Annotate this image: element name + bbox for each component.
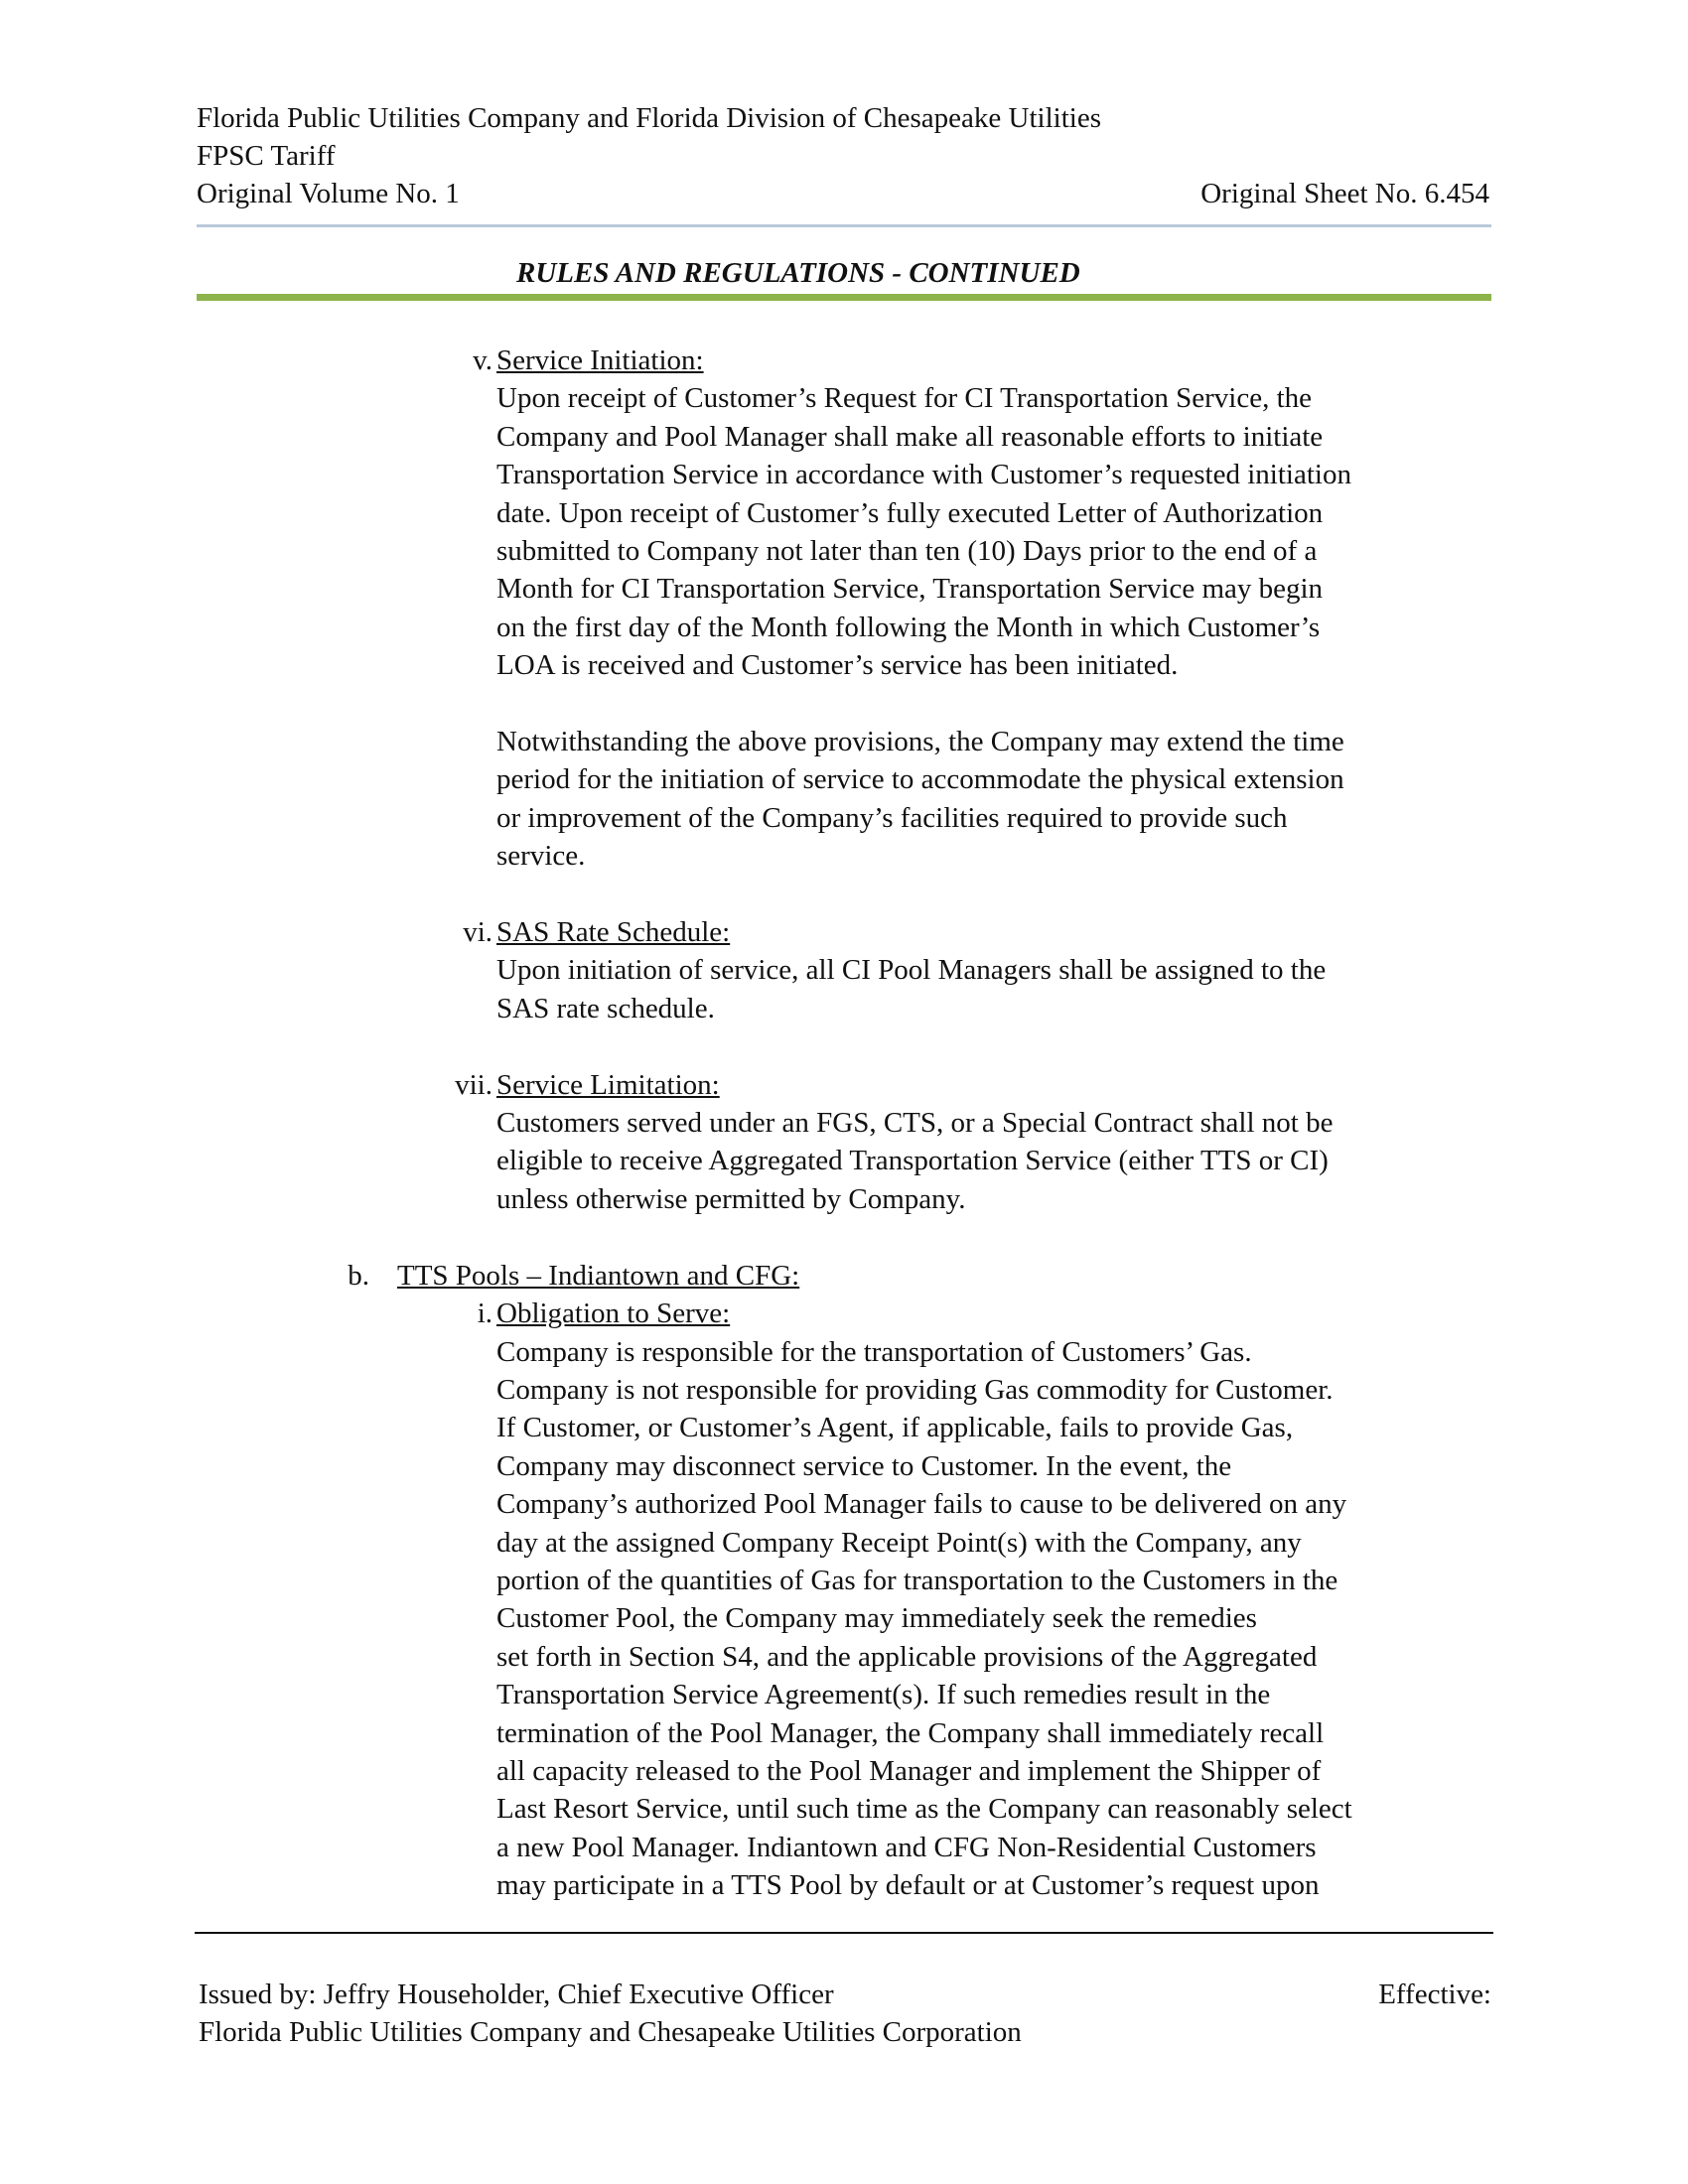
paragraph-gap xyxy=(0,1218,1688,1256)
header-sheet-number: Original Sheet No. 6.454 xyxy=(1200,178,1489,209)
item-marker: vi. xyxy=(463,916,492,949)
item-marker: vii. xyxy=(455,1068,492,1101)
item-content xyxy=(496,1295,1688,1905)
header-volume: Original Volume No. 1 xyxy=(197,178,460,209)
paragraph-gap xyxy=(0,876,1688,913)
item-heading: SAS Rate Schedule: xyxy=(496,916,731,949)
item-heading: Service Limitation: xyxy=(496,1068,720,1101)
item-heading: Service Initiation: xyxy=(496,344,704,376)
item-sas-rate-schedule xyxy=(0,913,1688,1027)
text-line: Upon initiation of service, all CI Pool Managers shall be assigned to the xyxy=(496,954,1327,987)
item-tts-pools xyxy=(0,1257,1688,1295)
text-line: day at the assigned Company Receipt Point(s) with the Company, any xyxy=(496,1526,1302,1559)
text-line: or improvement of the Company’s facilities required to provide such xyxy=(496,801,1288,834)
header-tariff: FPSC Tariff xyxy=(197,140,336,172)
text-line: on the first day of the Month following the Month in which Customer’s xyxy=(496,611,1321,643)
page-footer xyxy=(199,1976,1491,2051)
text-line: LOA is received and Customer’s service has been initiated. xyxy=(496,649,1179,682)
text-line: service. xyxy=(496,840,586,873)
text-line: period for the initiation of service to accommodate the physical extension xyxy=(496,763,1344,796)
item-marker: v. xyxy=(473,344,492,376)
footer-effective: Effective: xyxy=(1378,1979,1491,2010)
footer-issued-row xyxy=(199,1976,1491,2013)
text-line: If Customer, or Customer’s Agent, if applicable, fails to provide Gas, xyxy=(496,1412,1294,1444)
section-title: RULES AND REGULATIONS - CONTINUED xyxy=(516,257,1080,289)
text-line: termination of the Pool Manager, the Company shall immediately recall xyxy=(496,1716,1325,1749)
paragraph-gap xyxy=(496,685,1688,723)
header-volume-row xyxy=(197,175,1489,212)
text-line: unless otherwise permitted by Company. xyxy=(496,1182,966,1215)
paragraph-gap xyxy=(0,1027,1688,1065)
text-line: portion of the quantities of Gas for transportation to the Customers in the xyxy=(496,1564,1338,1596)
text-line: Month for CI Transportation Service, Transportation Service may begin xyxy=(496,573,1324,606)
footer-companies: Florida Public Utilities Company and Chesapeake Utilities Corporation xyxy=(199,2016,1022,2048)
document-body xyxy=(0,341,1688,1905)
item-service-limitation xyxy=(0,1066,1688,1219)
item-obligation-to-serve xyxy=(0,1295,1688,1905)
footer-divider xyxy=(195,1932,1493,1934)
text-line: Company’s authorized Pool Manager fails to cause to be delivered on any xyxy=(496,1488,1347,1521)
text-line: Company may disconnect service to Customer. In the event, the xyxy=(496,1449,1232,1482)
item-content xyxy=(496,341,1688,876)
text-line: Transportation Service Agreement(s). If such remedies result in the xyxy=(496,1679,1271,1711)
text-line: SAS rate schedule. xyxy=(496,992,715,1024)
header-divider xyxy=(197,224,1491,227)
text-line: a new Pool Manager. Indiantown and CFG Non-Residential Customers xyxy=(496,1831,1317,1863)
text-line: Upon receipt of Customer’s Request for CI Transportation Service, the xyxy=(496,382,1312,415)
text-line: Last Resort Service, until such time as the Company can reasonably select xyxy=(496,1793,1352,1826)
text-line: Company and Pool Manager shall make all reasonable efforts to initiate xyxy=(496,420,1324,453)
text-line: Notwithstanding the above provisions, the Company may extend the time xyxy=(496,726,1344,758)
text-line: Company is not responsible for providing Gas commodity for Customer. xyxy=(496,1373,1334,1406)
section-title-divider xyxy=(197,294,1491,301)
item-content xyxy=(496,1066,1688,1219)
text-line: Customer Pool, the Company may immediately seek the remedies xyxy=(496,1602,1257,1635)
text-line: eligible to receive Aggregated Transportation Service (either TTS or CI) xyxy=(496,1145,1329,1177)
item-content xyxy=(397,1257,1688,1295)
text-line: may participate in a TTS Pool by default or at Customer’s request upon xyxy=(496,1869,1320,1902)
footer-issued-by: Issued by: Jeffry Householder, Chief Executive Officer xyxy=(199,1979,834,2010)
text-line: Customers served under an FGS, CTS, or a Special Contract shall not be xyxy=(496,1107,1334,1140)
text-line: submitted to Company not later than ten (10) Days prior to the end of a xyxy=(496,535,1318,568)
item-service-initiation xyxy=(0,341,1688,876)
text-line: all capacity released to the Pool Manager and implement the Shipper of xyxy=(496,1754,1322,1787)
text-line: Company is responsible for the transportation of Customers’ Gas. xyxy=(496,1335,1252,1368)
item-marker: b. xyxy=(348,1259,369,1292)
text-line: date. Upon receipt of Customer’s fully executed Letter of Authorization xyxy=(496,496,1324,529)
text-line: set forth in Section S4, and the applicable provisions of the Aggregated xyxy=(496,1640,1318,1673)
text-line: Transportation Service in accordance with Customer’s requested initiation xyxy=(496,459,1351,491)
page-header xyxy=(197,99,1489,212)
item-content xyxy=(496,913,1688,1027)
item-heading: TTS Pools – Indiantown and CFG: xyxy=(397,1259,800,1292)
header-company: Florida Public Utilities Company and Florida Division of Chesapeake Utilities xyxy=(197,102,1101,134)
item-heading: Obligation to Serve: xyxy=(496,1297,731,1330)
item-marker: i. xyxy=(477,1297,492,1330)
